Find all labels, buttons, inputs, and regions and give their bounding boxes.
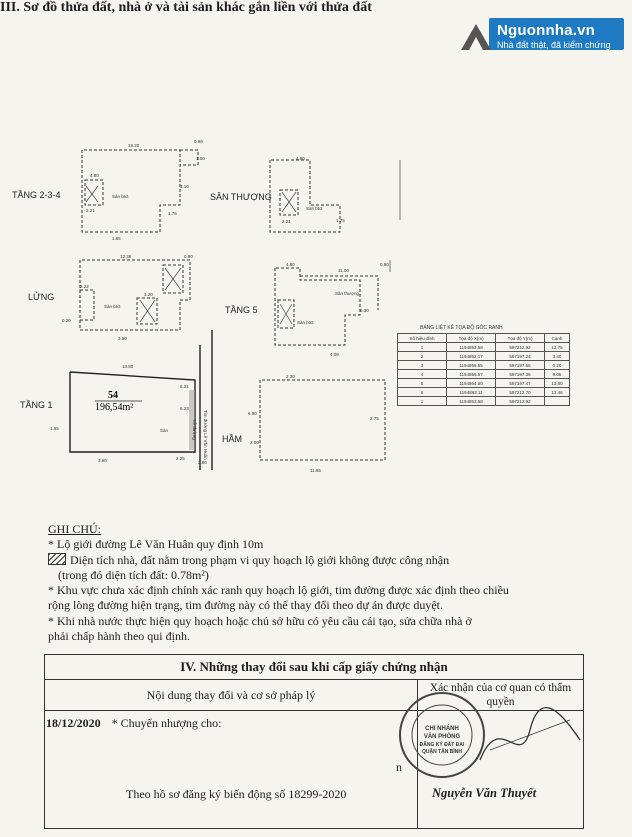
coord-table-title: BẢNG LIỆT KÊ TỌA ĐỘ GÓC RANH: [420, 325, 503, 331]
svg-text:VĂN PHÒNG: VĂN PHÒNG: [423, 734, 461, 740]
label-mezzanine: LỬNG: [28, 292, 55, 302]
svg-text:4.80: 4.80: [286, 262, 295, 267]
svg-text:1.75: 1.75: [168, 211, 177, 216]
label-rooftop: SÂN THƯỢNG: [210, 192, 272, 202]
reference-text: Theo hồ sơ đăng ký biến động số 18299-2020: [126, 787, 347, 801]
svg-text:11.85: 11.85: [310, 468, 321, 473]
coord-row: 1 1194853.58 597212.92: [398, 397, 570, 406]
svg-text:ĐĂNG KÝ ĐẤT ĐAI: ĐĂNG KÝ ĐẤT ĐAI: [419, 742, 465, 748]
svg-text:3.20: 3.20: [144, 292, 153, 297]
note-item: * Khi nhà nước thực hiện quy hoạch hoặc chủ sở hữu có yêu cầu cải tạo, sửa chữa nhà ở: [48, 613, 472, 628]
svg-text:4.80: 4.80: [90, 173, 99, 178]
col-content-header: Nội dung thay đổi và cơ sở pháp lý: [45, 680, 418, 711]
svg-text:12.36: 12.36: [120, 254, 132, 259]
svg-text:CHI NHÁNH: CHI NHÁNH: [425, 726, 459, 732]
lot-area: 196,54m²: [95, 402, 134, 413]
coord-row: 3 1194855.55 597197.56 0.20: [398, 361, 570, 370]
svg-text:1.65: 1.65: [50, 426, 59, 431]
svg-text:Sân thượng: Sân thượng: [335, 291, 359, 296]
change-date: 18/12/2020: [46, 716, 101, 730]
svg-text:11.00: 11.00: [338, 268, 349, 273]
svg-text:18.20: 18.20: [128, 143, 140, 148]
coord-row: 1 1194853.58 597212.92 13.75: [398, 343, 570, 352]
signer-name: Nguyễn Văn Thuyết: [432, 786, 537, 800]
svg-text:2.21: 2.21: [86, 208, 95, 213]
watermark-name: Nguonnha.vn: [497, 22, 596, 39]
svg-text:3.90: 3.90: [118, 336, 127, 341]
svg-text:6.31: 6.31: [180, 384, 189, 389]
notes: [48, 522, 608, 644]
svg-text:Sàn: Sàn: [160, 428, 169, 433]
svg-text:13.80: 13.80: [122, 364, 134, 369]
svg-text:2.21: 2.21: [282, 219, 291, 224]
label-floor-2-3-4: TẦNG 2-3-4: [12, 190, 61, 200]
svg-text:Sàn btct: Sàn btct: [104, 304, 121, 309]
svg-text:0.90: 0.90: [184, 254, 193, 259]
handwritten-mark: n: [396, 760, 402, 774]
svg-text:Sàn btct: Sàn btct: [112, 194, 129, 199]
svg-text:6.23: 6.23: [180, 406, 189, 411]
svg-text:4.80: 4.80: [296, 156, 305, 161]
svg-text:1.85: 1.85: [112, 236, 121, 241]
svg-text:2.30: 2.30: [286, 374, 295, 379]
svg-text:0.20: 0.20: [62, 318, 71, 323]
svg-text:1.00: 1.00: [196, 156, 205, 161]
coord-row: 4 1194855.57 597197.36 9.05: [398, 370, 570, 379]
svg-text:Sàn btct: Sàn btct: [297, 320, 314, 325]
change-text: * Chuyển nhượng cho:: [111, 716, 222, 730]
coord-row: 6 1194863.11 597212.70 13.46: [398, 388, 570, 397]
svg-text:2.00: 2.00: [250, 440, 259, 445]
note-item: * Khu vực chưa xác định chính xác ranh quy hoạch lộ giới, tim đường được xác định theo chiều: [48, 583, 509, 598]
svg-text:5.30: 5.30: [360, 308, 369, 313]
svg-text:0.90: 0.90: [194, 139, 203, 144]
svg-text:0.90: 0.90: [380, 262, 389, 267]
note-item: Diện tích nhà, đất nằm trong phạm vi quy hoạch lộ giới không được công nhận: [48, 553, 608, 568]
label-basement: HẦM: [222, 434, 242, 444]
svg-text:QUẬN TÂN BÌNH: QUẬN TÂN BÌNH: [422, 749, 462, 755]
note-item: phải chấp hành theo qui định.: [48, 629, 190, 644]
coord-row: 2 1194852.17 597197.24 3.40: [398, 352, 570, 361]
note-item: (trong đó diện tích đất: 0.78m²): [58, 567, 209, 582]
svg-text:3.10: 3.10: [180, 184, 189, 189]
note-item: rộng lòng đường hiện trạng, tim đường này có thể thay đổi theo dự án được duyệt.: [48, 598, 443, 613]
section4-title: IV. Những thay đổi sau khi cấp giấy chứng nhận: [45, 655, 584, 680]
signature: [470, 700, 590, 780]
col-confirm-header: Xác nhận của cơ quan có thẩm quyền: [418, 680, 584, 711]
svg-text:2.80: 2.80: [198, 460, 207, 465]
notes-heading: GHI CHÚ:: [48, 522, 101, 536]
watermark-tagline: Nhà đất thật, đã kiểm chứng: [497, 40, 611, 50]
svg-text:Lề đường: Lề đường: [192, 420, 197, 440]
svg-text:2.25: 2.25: [176, 456, 185, 461]
svg-text:1.75: 1.75: [336, 218, 345, 223]
svg-text:2.22: 2.22: [80, 284, 89, 289]
svg-text:6.90: 6.90: [248, 411, 257, 416]
lot-number: 54: [108, 390, 118, 401]
note-item: * Lộ giới đường Lê Văn Huân quy định 10m: [48, 537, 264, 552]
svg-text:3.60: 3.60: [98, 458, 107, 463]
label-floor-5: TẦNG 5: [225, 305, 258, 315]
svg-text:Sàn btct: Sàn btct: [306, 206, 323, 211]
svg-text:Tim đường Lê Văn Huân: Tim đường Lê Văn Huân: [203, 410, 208, 460]
label-floor-1: TẦNG 1: [20, 400, 53, 410]
svg-text:4.00: 4.00: [330, 352, 339, 357]
hatch-legend-icon: [48, 553, 66, 565]
svg-text:2.75: 2.75: [370, 416, 379, 421]
section-title: III. Sơ đồ thửa đất, nhà ở và tài sản khác gắn liền với thửa đất: [0, 0, 372, 15]
coord-row: 5 1194864.60 597197.47 13.80: [398, 379, 570, 388]
coord-table: Số hiệu đỉnh Tọa độ X(m) Tọa độ Y(m) Cạnh 1 1194853.58 597212.92 13.75 2 1194852.17 597197.24 3.40 3 1194855.55 597197.56 0.20 4 1194855.57 597197.36 9.05 5 1194864.60 597197.47 13.80 6 1194863.11 597212.70 13.46 1 1194853.58 597212.92: [397, 333, 570, 406]
